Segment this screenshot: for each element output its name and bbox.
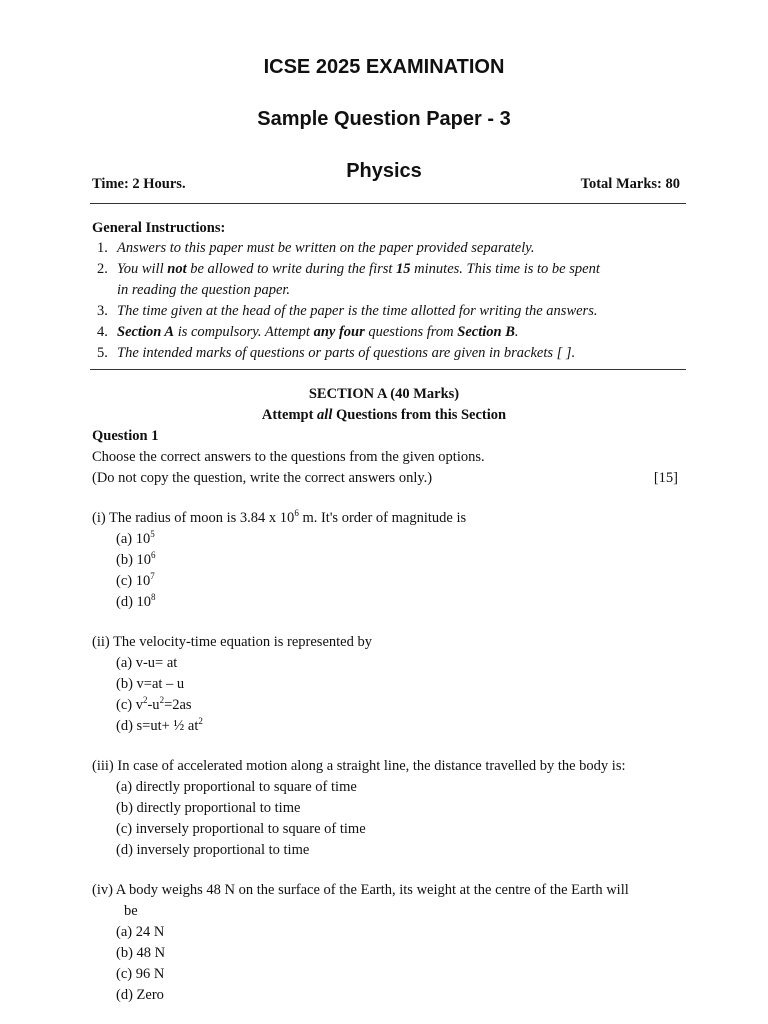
question-iii-option-b: (b) directly proportional to time — [116, 800, 301, 816]
instruction-4 — [97, 324, 687, 341]
exponent: 7 — [150, 571, 155, 582]
option-text: (c) v — [116, 697, 143, 713]
instruction-text: in reading the question paper. — [117, 282, 291, 298]
instruction-text: questions from — [364, 324, 458, 340]
paper-title: Sample Question Paper - 3 — [257, 108, 511, 130]
instruction-text: is compulsory. Attempt — [174, 324, 314, 340]
question-iv-stem: (iv) A body weighs 48 N on the surface of the Earth, its weight at the centre of the Earth will — [92, 882, 629, 898]
exponent: 6 — [294, 508, 299, 519]
instruction-text: The intended marks of questions or parts of questions are given in brackets [ ]. — [117, 345, 576, 361]
section-a-subtitle-text: Attempt — [261, 407, 318, 423]
question-i-option-d — [116, 594, 156, 611]
question-iv-option-d: (d) Zero — [116, 987, 164, 1003]
option-text: (b) 10 — [116, 552, 152, 568]
divider-top — [90, 203, 686, 204]
question-i-option-b — [116, 552, 156, 569]
instruction-1 — [97, 240, 687, 257]
question-iv-stem-continued: be — [124, 903, 138, 919]
section-a-title: SECTION A (40 Marks) — [308, 386, 460, 402]
option-text: (d) s=ut+ ½ at — [116, 718, 199, 734]
question-iii-option-d: (d) inversely proportional to time — [116, 842, 310, 858]
total-marks: Total Marks: 80 — [580, 176, 680, 192]
instruction-number: 1. — [97, 240, 108, 256]
instruction-text: Answers to this paper must be written on the paper provided separately. — [117, 240, 535, 256]
exponent: 2 — [142, 695, 148, 706]
option-text: (d) 10 — [116, 594, 152, 610]
section-a-subtitle — [0, 407, 768, 424]
exponent: 6 — [151, 550, 156, 561]
question-i-stem — [92, 510, 466, 527]
instruction-text: You will — [117, 261, 168, 277]
question-ii-option-d — [116, 718, 203, 735]
instruction-text: minutes. This time is to be spent — [410, 261, 600, 277]
instruction-emphasis: any four — [313, 324, 365, 340]
instruction-2-continued — [97, 282, 687, 299]
instruction-number: 4. — [97, 324, 108, 340]
question-i-option-c — [116, 573, 155, 590]
option-text: =2as — [164, 697, 192, 713]
subject-title: Physics — [346, 160, 422, 182]
instruction-number: 2. — [97, 261, 108, 277]
divider-bottom — [90, 369, 686, 370]
question-1-title: Question 1 — [92, 428, 159, 444]
instruction-5 — [97, 345, 687, 362]
option-text: -u — [147, 697, 160, 713]
question-iv-option-a: (a) 24 N — [116, 924, 165, 940]
question-1-directions: Choose the correct answers to the questions from the given options. — [92, 449, 485, 465]
question-ii-stem: (ii) The velocity-time equation is represented by — [92, 634, 372, 650]
instruction-2 — [97, 261, 687, 278]
stem-text: (i) The radius of moon is 3.84 x 10 — [92, 510, 295, 526]
instruction-emphasis: Section A — [117, 324, 175, 340]
question-iii-option-a: (a) directly proportional to square of time — [116, 779, 357, 795]
exam-title: ICSE 2025 EXAMINATION — [263, 56, 505, 78]
question-ii-option-a: (a) v-u= at — [116, 655, 178, 671]
instruction-number: 5. — [97, 345, 108, 361]
instruction-emphasis: not — [167, 261, 187, 277]
exponent: 8 — [151, 592, 156, 603]
instruction-3 — [97, 303, 687, 320]
instructions-title: General Instructions: — [92, 220, 226, 236]
question-1-note: (Do not copy the question, write the correct answers only.) — [92, 470, 433, 486]
instruction-text: The time given at the head of the paper is the time allotted for writing the answers. — [117, 303, 598, 319]
question-iii-stem: (iii) In case of accelerated motion along a straight line, the distance travelled by the body is: — [92, 758, 626, 774]
instruction-text: be allowed to write during the first — [186, 261, 397, 277]
option-text: (c) 10 — [116, 573, 151, 589]
question-ii-option-c — [116, 697, 192, 714]
stem-text: m. It's order of magnitude is — [298, 510, 467, 526]
instruction-number: 3. — [97, 303, 108, 319]
exponent: 2 — [198, 716, 203, 727]
exponent: 2 — [159, 695, 165, 706]
option-text: (a) 10 — [116, 531, 151, 547]
question-1-marks: [15] — [653, 470, 678, 486]
exponent: 5 — [150, 529, 155, 540]
instruction-emphasis: 15 — [396, 261, 411, 277]
instruction-emphasis: Section B — [457, 324, 515, 340]
question-iv-option-b: (b) 48 N — [116, 945, 166, 961]
question-ii-option-b: (b) v=at – u — [116, 676, 185, 692]
instruction-text: . — [514, 324, 519, 340]
section-a-subtitle-text: Questions from this Section — [332, 407, 507, 423]
time-allowed: Time: 2 Hours. — [92, 176, 186, 192]
question-iii-option-c: (c) inversely proportional to square of time — [116, 821, 366, 837]
question-i-option-a — [116, 531, 155, 548]
question-iv-option-c: (c) 96 N — [116, 966, 165, 982]
section-a-subtitle-emphasis: all — [317, 407, 333, 423]
